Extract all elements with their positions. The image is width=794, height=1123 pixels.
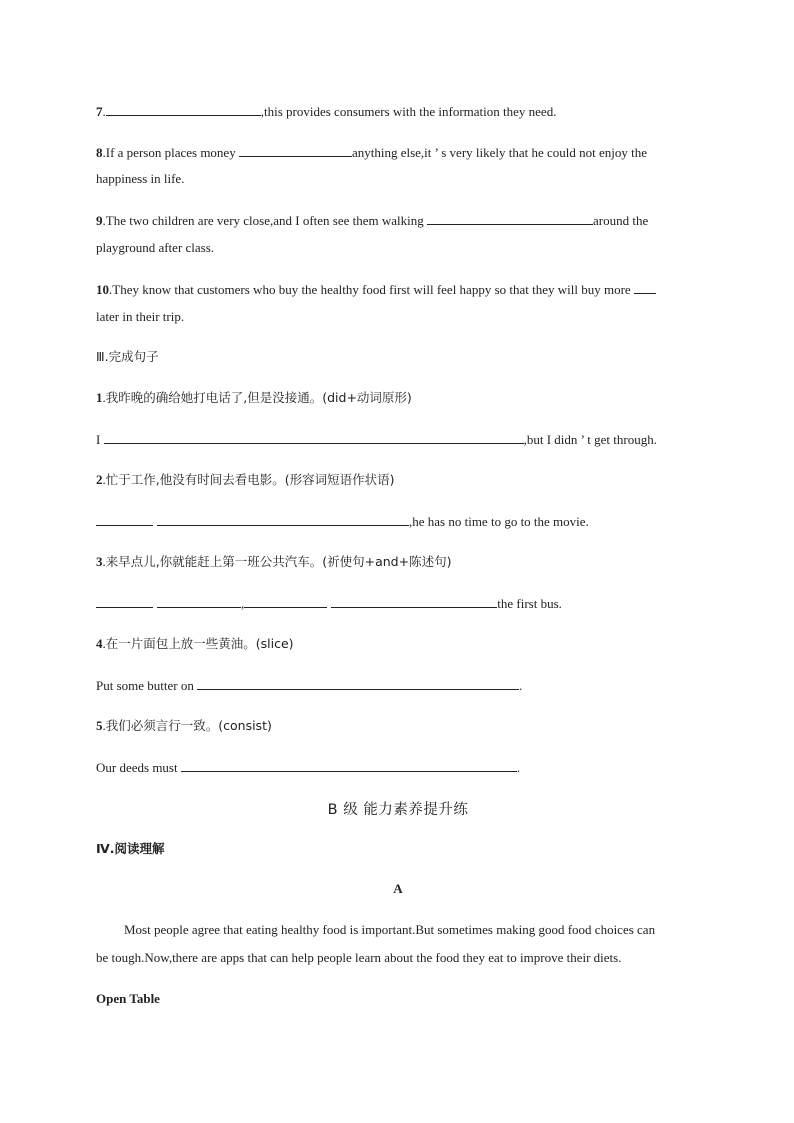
question-number: 9 <box>96 213 103 228</box>
answer-blank[interactable] <box>239 144 352 157</box>
sentence-prompt: 我昨晚的确给她打电话了,但是没接通。(did+动词原形) <box>105 390 412 405</box>
question-text: If a person places money <box>105 145 239 160</box>
sentence-3-prompt: 3.来早点儿,你就能赶上第一班公共汽车。(祈使句+and+陈述句) <box>96 554 452 569</box>
section-3-title: Ⅲ.完成句子 <box>96 349 159 364</box>
level-b-heading: B 级 能力素养提升练 <box>327 802 469 818</box>
question-text: They know that customers who buy the healthy food first will feel happy so that they will buy more <box>112 282 634 297</box>
answer-blank[interactable] <box>634 281 656 294</box>
answer-blank[interactable] <box>157 595 241 608</box>
sentence-prompt: 在一片面包上放一些黄油。(slice) <box>105 636 294 651</box>
passage-label: A <box>393 881 403 896</box>
sentence-prompt: 来早点儿,你就能赶上第一班公共汽车。(祈使句+and+陈述句) <box>105 554 452 569</box>
sentence-text: Put some butter on <box>96 678 198 693</box>
sentence-5-answer <box>96 759 520 776</box>
question-9: 9.The two children are very close,and I often see them walking around the <box>96 213 649 228</box>
question-text: The two children are very close,and I often see them walking <box>105 213 428 228</box>
passage-subheading: Open Table <box>96 991 160 1006</box>
sentence-2-prompt: 2.忙于工作,他没有时间去看电影。(形容词短语作状语) <box>96 472 395 487</box>
answer-blank[interactable] <box>96 513 153 526</box>
sentence-text: ,he has no time to go to the movie. <box>409 514 589 529</box>
sentence-text: I <box>96 432 104 447</box>
answer-blank[interactable] <box>96 595 153 608</box>
question-10: 10.They know that customers who buy the healthy food first will feel happy so that they will buy more <box>96 281 656 298</box>
answer-blank[interactable] <box>106 103 261 116</box>
answer-blank[interactable] <box>244 595 327 608</box>
answer-blank[interactable] <box>157 513 409 526</box>
answer-blank[interactable] <box>181 759 517 772</box>
sentence-1-answer <box>96 431 657 448</box>
question-8-continued: happiness in life. <box>96 171 185 186</box>
sentence-number: 4 <box>96 636 103 651</box>
question-number: 7 <box>96 104 103 119</box>
sentence-2-answer <box>96 513 589 530</box>
sentence-4-prompt: 4.在一片面包上放一些黄油。(slice) <box>96 636 294 651</box>
sentence-number: 5 <box>96 718 103 733</box>
sentence-prompt: 我们必须言行一致。(consist) <box>105 718 272 733</box>
question-8: 8.If a person places money anything else,it ’ s very likely that he could not enjoy the <box>96 145 648 160</box>
passage-paragraph-line: be tough.Now,there are apps that can help people learn about the food they eat to improve their diets. <box>96 950 622 965</box>
sentence-text: ,but I didn ’ t get through. <box>523 432 657 447</box>
question-text: anything else,it ’ s very likely that he could not enjoy the <box>351 145 648 160</box>
question-number: 10 <box>96 282 109 297</box>
answer-blank[interactable] <box>104 431 524 444</box>
sentence-text: . <box>516 760 521 775</box>
sentence-number: 1 <box>96 390 103 405</box>
passage-paragraph-line: Most people agree that eating healthy food is important.But sometimes making good food choices can <box>124 922 656 937</box>
sentence-number: 2 <box>96 472 103 487</box>
sentence-text: . <box>519 678 523 693</box>
question-number: 8 <box>96 145 103 160</box>
question-9-continued: playground after class. <box>96 240 215 255</box>
sentence-5-prompt: 5.我们必须言行一致。(consist) <box>96 718 272 733</box>
sentence-number: 3 <box>96 554 103 569</box>
answer-blank[interactable] <box>197 677 519 690</box>
question-text: ,this provides consumers with the information they need. <box>260 104 557 119</box>
question-7: 7. ,this provides consumers with the information they need. <box>96 104 557 119</box>
section-4-title: Ⅳ.阅读理解 <box>96 841 165 856</box>
sentence-text: , <box>241 596 245 611</box>
answer-blank[interactable] <box>427 212 593 225</box>
sentence-3-answer <box>96 595 562 612</box>
sentence-text: the first bus. <box>497 596 562 611</box>
sentence-text: Our deeds must <box>96 760 181 775</box>
question-text: around the <box>593 213 649 228</box>
question-10-continued: later in their trip. <box>96 309 185 324</box>
answer-blank[interactable] <box>331 595 497 608</box>
sentence-1-prompt: 1.我昨晚的确给她打电话了,但是没接通。(did+动词原形) <box>96 390 412 405</box>
sentence-4-answer <box>96 677 522 694</box>
sentence-prompt: 忙于工作,他没有时间去看电影。(形容词短语作状语) <box>105 472 395 487</box>
